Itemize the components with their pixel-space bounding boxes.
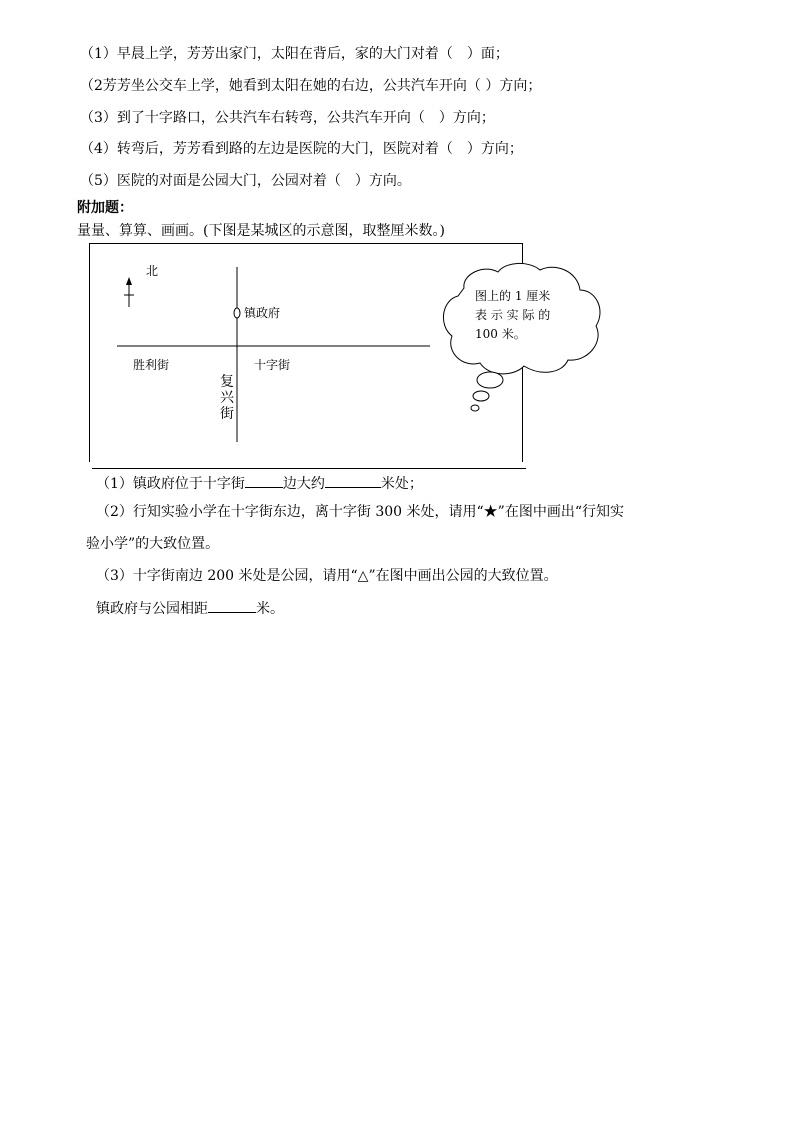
question-1: （1）早晨上学，芳芳出家门，太阳在背后，家的大门对着（ ）面； (80, 46, 509, 62)
crossroads-label: 十字街 (254, 358, 291, 372)
question-3: （3）到了十字路口，公共汽车右转弯，公共汽车开向（ ）方向； (80, 110, 495, 126)
street-west-label: 胜利街 (133, 358, 170, 372)
north-label: 北 (146, 264, 159, 278)
street-vertical-label: 复 兴 街 (220, 374, 234, 422)
north-arrow-icon (124, 277, 134, 307)
sub-question-3: （3）十字街南边 200 米处是公园，请用“△”在图中画出公园的大致位置。 (96, 568, 558, 584)
answer-blank-total-distance[interactable] (208, 598, 256, 613)
government-marker (234, 308, 240, 318)
sub-question-2-line2: 验小学”的大致位置。 (86, 536, 220, 552)
bonus-intro: 量量、算算、画画。(下图是某城区的示意图，取整厘米数。) (77, 223, 445, 239)
answer-blank-direction[interactable] (245, 473, 283, 488)
bonus-title: 附加题： (77, 200, 133, 216)
question-2: （2芳芳坐公交车上学，她看到太阳在她的右边，公共汽车开向（ ）方向； (80, 78, 542, 94)
answer-blank-distance[interactable] (325, 473, 381, 488)
cloud-scale-note: 图上的 1 厘米 表 示 实 际 的 100 米。 (475, 289, 551, 341)
question-5: （5）医院的对面是公园大门，公园对着（ ）方向。 (80, 173, 411, 189)
thought-bubble-large (477, 372, 503, 388)
thought-bubble-small (471, 405, 479, 411)
sub-question-2-line1: （2）行知实验小学在十字街东边，离十字街 300 米处，请用“★”在图中画出“行知实 (96, 504, 624, 520)
government-label: 镇政府 (244, 306, 281, 320)
question-4: （4）转弯后，芳芳看到路的左边是医院的大门，医院对着（ ）方向； (80, 141, 523, 157)
sub-question-1: （1）镇政府位于十字街 边大约 米处； (96, 473, 423, 493)
thought-bubble-medium (473, 391, 489, 401)
sub-question-4: 镇政府与公园相距 米。 (96, 598, 284, 618)
